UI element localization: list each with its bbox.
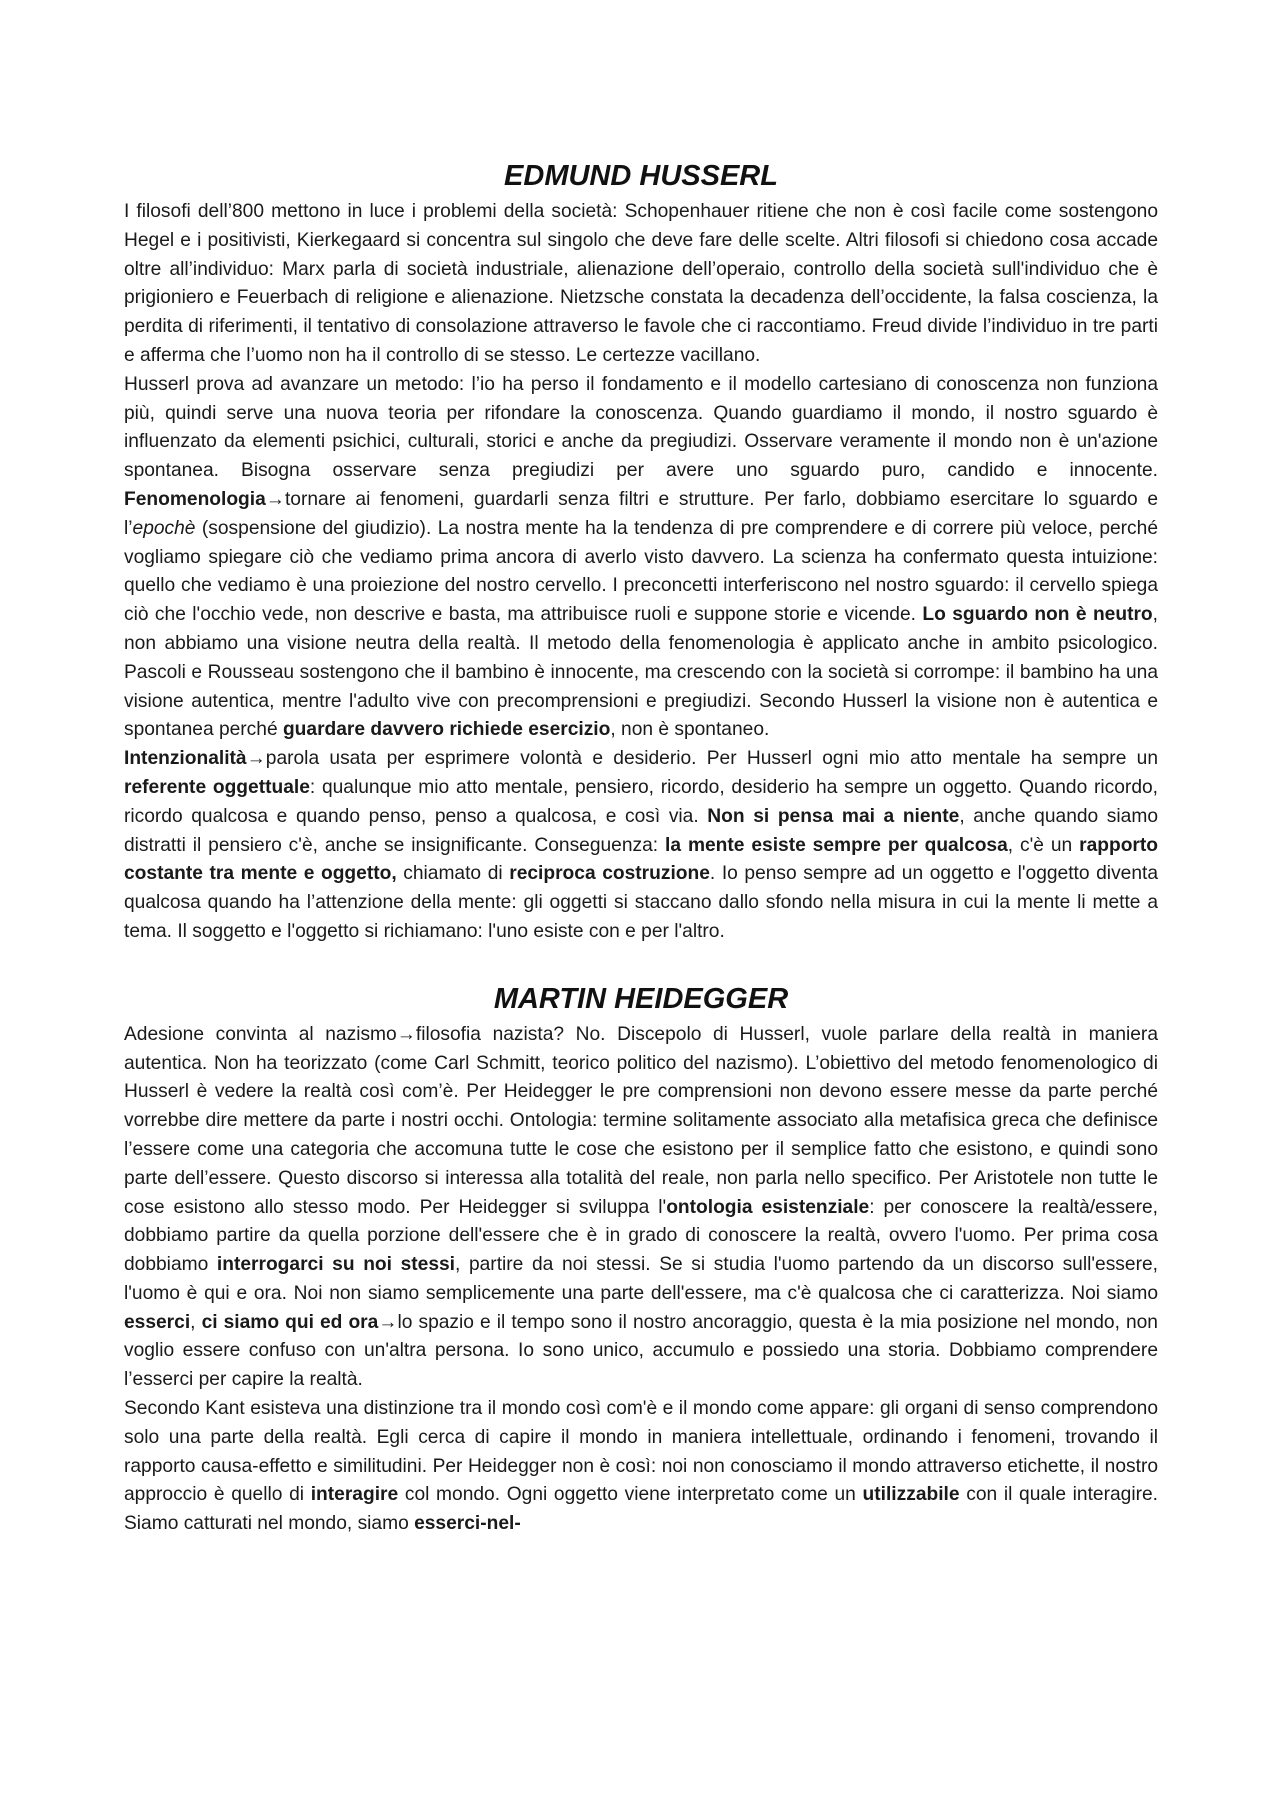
heidegger-paragraph-1: [124, 1021, 1158, 1395]
text-run: , anche quando siamo distratti il pensiero c'è, anche se insignificante. Conseguenza:: [124, 805, 1158, 856]
text-run: Secondo Kant esisteva una distinzione tra il mondo così com'è e il mondo come appare: gli organi di senso comprendono solo una parte della realtà. Egli cerca di capire il mondo in maniera intellettuale, ordinando i fenomeni, trovando il rapporto causa-effetto e similitudini. Per Heidegger non è così: noi non conosciamo il mondo attraverso etichette, il nostro approccio è quello di: [124, 1398, 1158, 1506]
bold-term: referente oggettuale: [124, 776, 310, 798]
bold-term: interrogarci su noi stessi: [216, 1254, 455, 1276]
section-title-heidegger: MARTIN HEIDEGGER: [493, 982, 789, 1015]
text-run: : per conoscere la realtà/essere, dobbiamo partire da quella porzione dell'essere che è in grado di conoscere la realtà, ovvero l'uomo. Per prima cosa dobbiamo: [124, 1196, 1158, 1276]
husserl-paragraph-1: [124, 198, 1158, 371]
bold-term: ci siamo qui ed ora: [201, 1311, 379, 1333]
bold-term: rapporto costante tra mente e oggetto,: [124, 834, 1158, 885]
bold-term: Fenomenologia: [124, 488, 266, 510]
text-run: chiamato di: [396, 863, 510, 885]
text-run: (sospensione del giudizio). La nostra mente ha la tendenza di pre comprendere e di correre più veloce, perché vogliamo spiegare ciò che vediamo prima ancora di averlo visto davvero. La scienza ha confermato questa intuizione: quello che vediamo è una proiezione del nostro cervello. I preconcetti interferiscono nel nostro sguardo: il cervello spiega ciò che l'occhio vede, non descrive e basta, ma attribuisce ruoli e suppone storie e vicende.: [124, 517, 1158, 626]
text-run: : qualunque mio atto mentale, pensiero, ricordo, desiderio ha sempre un oggetto. Quando ricordo, ricordo qualcosa e quando penso, penso a qualcosa, e così via.: [124, 776, 1158, 827]
text-run: Adesione convinta al nazismo→filosofia nazista? No. Discepolo di Husserl, vuole parlare della realtà in maniera autentica. Non ha teorizzato (come Carl Schmitt, teorico politico del nazismo). L’obiettivo del metodo fenomenologico di Husserl è vedere la realtà così com’è. Per Heidegger le pre comprensioni non devono essere messe da parte perché vorrebbe dire mettere da parte i nostri occhi. Ontologia: termine solitamente associato alla metafisica greca che definisce l’essere come una categoria che accomuna tutte le cose che esistono per il semplice fatto che esistono, e quindi sono parte dell’essere. Questo discorso si interessa alla totalità del reale, non parla nello specifico. Per Aristotele non tutte le cose esistono allo stesso modo. Per Heidegger si sviluppa l': [124, 1023, 1158, 1218]
bold-term: esserci: [124, 1311, 191, 1333]
text-run: Husserl prova ad avanzare un metodo: l’io ha perso il fondamento e il modello cartesiano di conoscenza non funziona più, quindi serve una nuova teoria per rifondare la conoscenza. Quando guardiamo il mondo, il nostro sguardo è influenzato da elementi psichici, culturali, storici e anche da pregiudizi. Osservare veramente il mondo non è un'azione spontanea. Bisogna osservare senza pregiudizi per avere uno sguardo puro, candido e innocente.: [124, 373, 1158, 482]
text-run: →lo spazio e il tempo sono il nostro ancoraggio, questa è la mia posizione nel mondo, non voglio essere confuso con un'altra persona. Io sono unico, accumulo e possiedo una storia. Dobbiamo comprendere l’esserci per capire la realtà.: [124, 1311, 1158, 1391]
bold-term: esserci-nel-: [414, 1513, 521, 1535]
husserl-paragraph-3: [124, 745, 1158, 947]
bold-term: Intenzionalità: [124, 748, 247, 770]
text-run: →parola usata per esprimere volontà e desiderio. Per Husserl ogni mio atto mentale ha sempre un: [246, 748, 1158, 770]
bold-term: reciproca costruzione: [509, 863, 710, 885]
bold-term: utilizzabile: [862, 1484, 960, 1506]
bold-term: interagire: [310, 1484, 399, 1506]
italic-term: epochè: [132, 517, 196, 539]
heidegger-paragraph-2: [124, 1395, 1158, 1539]
text-run: ,: [190, 1311, 202, 1333]
text-run: , non è spontaneo.: [610, 719, 770, 741]
text-run: →tornare ai fenomeni, guardarli senza filtri e strutture. Per farlo, dobbiamo esercitare lo sguardo e l’: [124, 488, 1158, 539]
bold-term: la mente esiste sempre per qualcosa: [665, 834, 1008, 856]
section-title-husserl: EDMUND HUSSERL: [504, 160, 778, 192]
text-run: , partire da noi stessi. Se si studia l'uomo partendo da un discorso sull'essere, l'uomo è qui e ora. Noi non siamo semplicemente una parte dell'essere, ma c'è qualcosa che ci caratterizza. Noi siamo: [124, 1254, 1158, 1304]
text-run: con il quale interagire. Siamo catturati nel mondo, siamo: [124, 1484, 1158, 1535]
text-run: col mondo. Ogni oggetto viene interpretato come un: [398, 1484, 863, 1506]
bold-term: Non si pensa mai a niente: [707, 805, 960, 827]
bold-term: ontologia esistenziale: [666, 1196, 870, 1218]
bold-term: Lo sguardo non è neutro: [922, 604, 1153, 626]
document-page: [124, 158, 1158, 1539]
text-run: , non abbiamo una visione neutra della realtà. Il metodo della fenomenologia è applicato anche in ambito psicologico. Pascoli e Rousseau sostengono che il bambino è innocente, ma crescendo con la società si corrompe: il bambino ha una visione autentica, mentre l'adulto vive con precomprensioni e pregiudizi. Secondo Husserl la visione non è autentica e spontanea perché: [124, 604, 1158, 741]
bold-term: guardare davvero richiede esercizio: [282, 719, 611, 741]
text-run: I filosofi dell’800 mettono in luce i problemi della società: Schopenhauer ritiene che non è così facile come sostengono Hegel e i positivisti, Kierkegaard si concentra sul singolo che deve fare delle scelte. Altri filosofi si chiedono cosa accade oltre all’individuo: Marx parla di società industriale, alienazione dell’operaio, controllo della società sull'individuo che è prigioniero e Feuerbach di religione e alienazione. Nietzsche constata la decadenza dell’occidente, la falsa coscienza, la perdita di riferimenti, il tentativo di consolazione attraverso le favole che ci raccontiamo. Freud divide l’individuo in tre parti e afferma che l’uomo non ha il controllo di se stesso. Le certezze vacillano.: [124, 201, 1158, 366]
husserl-paragraph-2: [124, 371, 1158, 745]
text-run: . Io penso sempre ad un oggetto e l'oggetto diventa qualcosa quando ha l’attenzione della mente: gli oggetti si staccano dallo sfondo nella misura in cui la mente li mette a tema. Il soggetto e l'oggetto si richiamano: l'uno esiste con e per l'altro.: [124, 863, 1159, 942]
text-run: , c'è un: [1007, 834, 1080, 856]
